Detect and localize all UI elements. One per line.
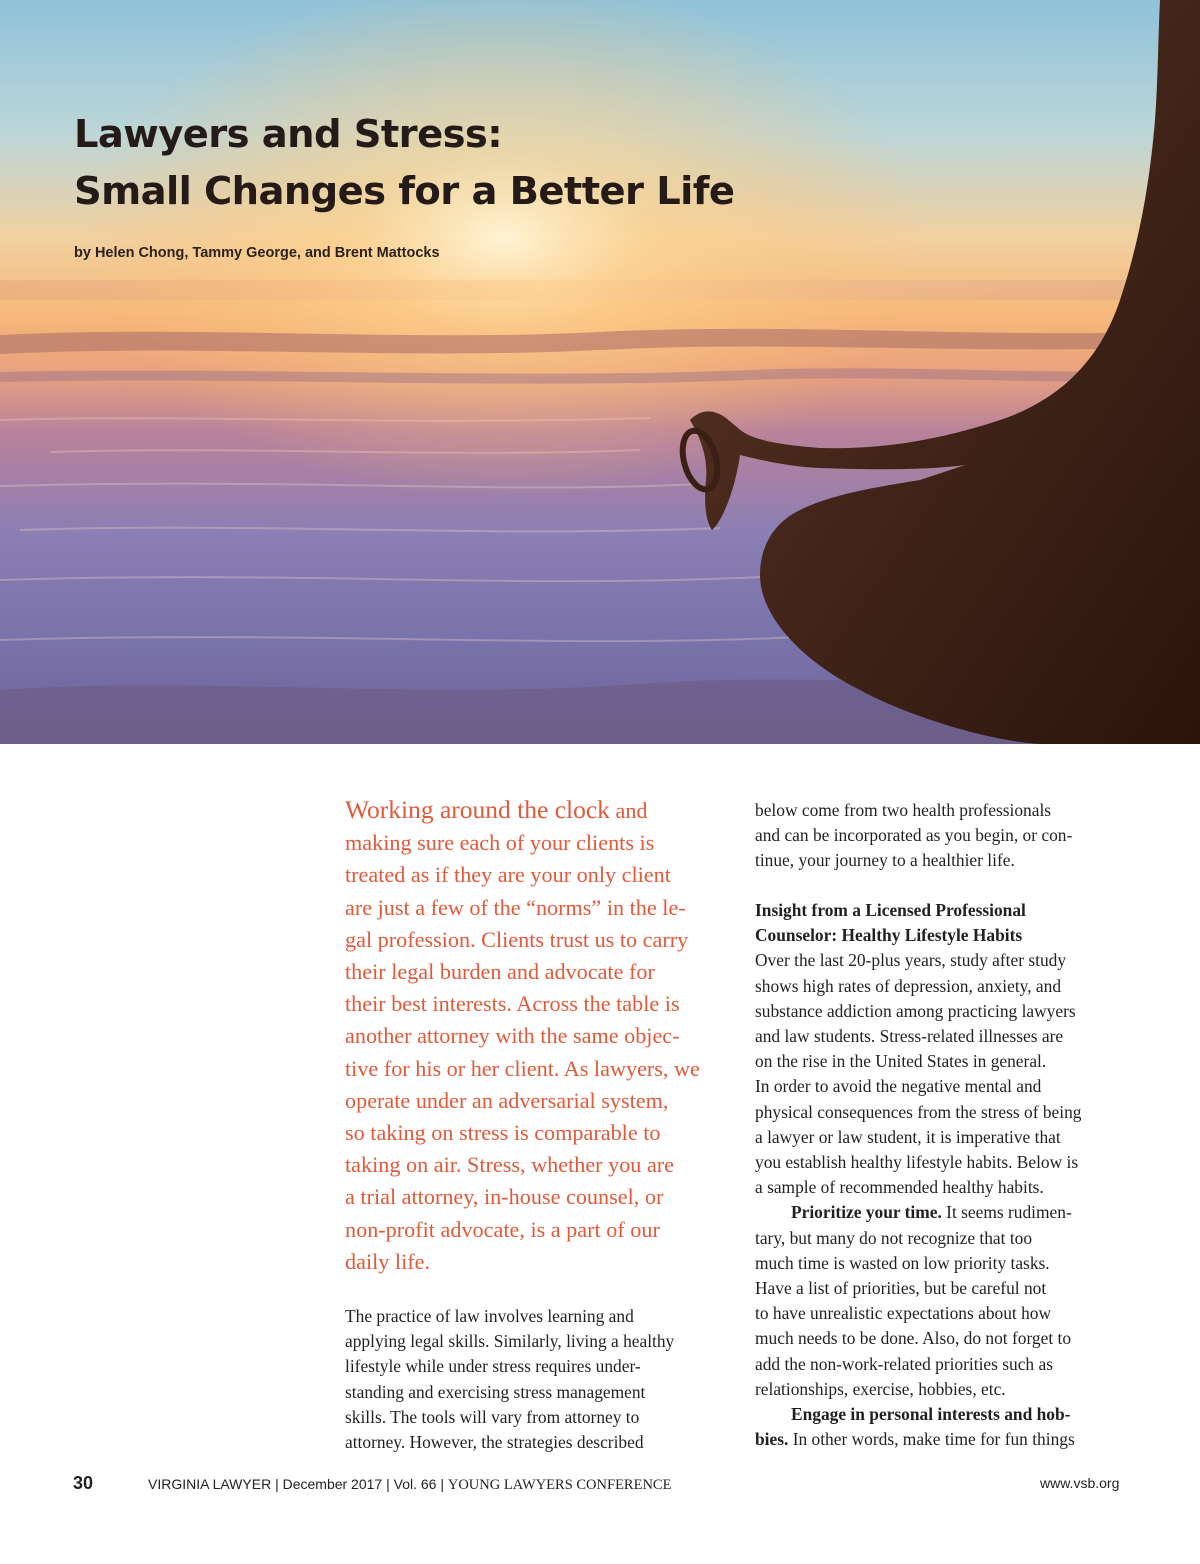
lead-line: their best interests. Across the table is — [345, 991, 680, 1017]
body-line: In order to avoid the negative mental and — [755, 1076, 1042, 1097]
body-line: add the non-work-related priorities such as — [755, 1353, 1053, 1374]
body-line: and can be incorporated as you begin, or con- — [755, 825, 1073, 846]
engage-lead-in: Engage in personal interests and hob- — [791, 1404, 1071, 1425]
title-line-1: Lawyers and Stress: — [74, 112, 503, 157]
website-url: www.vsb.org — [1040, 1475, 1120, 1491]
body-line-text: It seems rudimen- — [941, 1202, 1072, 1223]
column-1-body-paragraph — [345, 1304, 715, 1455]
body-line: The practice of law involves learning and — [345, 1306, 634, 1326]
body-line: physical consequences from the stress of being — [755, 1101, 1082, 1122]
body-line — [755, 1402, 1140, 1427]
lead-line: treated as if they are your only client — [345, 862, 671, 888]
lead-first-phrase: Working around the clock — [345, 795, 610, 824]
body-line: Over the last 20-plus years, study after study — [755, 950, 1067, 971]
column-2-section — [755, 898, 1140, 1452]
article-title — [74, 106, 734, 220]
publication-issue: VIRGINIA LAWYER | December 2017 | Vol. 66 | — [148, 1476, 448, 1492]
body-line: tary, but many do not recognize that too — [755, 1227, 1033, 1248]
section-name: YOUNG LAWYERS CONFERENCE — [447, 1477, 672, 1493]
body-line — [755, 1200, 1140, 1225]
lead-line: operate under an adversarial system, — [345, 1087, 669, 1113]
lead-line: a trial attorney, in-house counsel, or — [345, 1184, 664, 1210]
engage-paragraph — [755, 1402, 1140, 1452]
body-line: a sample of recommended healthy habits. — [755, 1177, 1044, 1198]
body-line: below come from two health professionals — [755, 800, 1052, 820]
body-line-text: In other words, make time for fun things — [788, 1429, 1075, 1450]
byline: by Helen Chong, Tammy George, and Brent Mattocks — [74, 245, 440, 261]
body-line — [755, 1427, 1140, 1452]
body-line: Have a list of priorities, but be careful not — [755, 1278, 1047, 1299]
column-2-continuation — [755, 798, 1140, 874]
body-line: on the rise in the United States in general. — [755, 1051, 1047, 1072]
publication-info — [148, 1476, 671, 1494]
lead-line: tive for his or her client. As lawyers, we — [345, 1055, 700, 1081]
body-line: substance addiction among practicing lawyers — [755, 1000, 1076, 1021]
title-line-2: Small Changes for a Better Life — [74, 169, 735, 214]
body-line: and law students. Stress-related illnesses are — [755, 1026, 1064, 1047]
section-subheading — [755, 898, 1140, 948]
lead-line: making sure each of your clients is — [345, 830, 655, 856]
lead-line: non-profit advocate, is a part of our — [345, 1216, 660, 1242]
lead-line: taking on air. Stress, whether you are — [345, 1152, 675, 1178]
section-paragraph — [755, 948, 1140, 1200]
body-line: tinue, your journey to a healthier life. — [755, 850, 1015, 871]
body-line: you establish healthy lifestyle habits. Below is — [755, 1152, 1079, 1173]
lead-line: are just a few of the “norms” in the le- — [345, 894, 686, 920]
body-line: to have unrealistic expectations about how — [755, 1303, 1052, 1324]
subheading-line: Insight from a Licensed Professional — [755, 900, 1026, 920]
body-line: a lawyer or law student, it is imperative that — [755, 1126, 1061, 1147]
body-line: relationships, exercise, hobbies, etc. — [755, 1378, 1006, 1399]
body-line: lifestyle while under stress requires under- — [345, 1356, 641, 1377]
body-line: much time is wasted on low priority tasks. — [755, 1252, 1050, 1273]
lead-line: so taking on stress is comparable to — [345, 1120, 661, 1146]
page-number: 30 — [73, 1473, 94, 1493]
body-line: standing and exercising stress management — [345, 1381, 646, 1402]
lead-paragraph — [345, 794, 717, 1278]
lead-line: gal profession. Clients trust us to carry — [345, 926, 689, 952]
body-line: shows high rates of depression, anxiety, and — [755, 975, 1062, 996]
body-line: applying legal skills. Similarly, living a healthy — [345, 1331, 675, 1352]
hero-photo — [0, 0, 1200, 744]
lead-line: their legal burden and advocate for — [345, 959, 655, 985]
lead-line — [345, 794, 717, 827]
lead-line: another attorney with the same objec- — [345, 1023, 680, 1049]
engage-lead-in-end: bies. — [755, 1429, 789, 1450]
body-line: much needs to be done. Also, do not forget to — [755, 1328, 1072, 1349]
body-line: attorney. However, the strategies described — [345, 1432, 644, 1453]
lead-line: daily life. — [345, 1248, 431, 1274]
body-line: skills. The tools will vary from attorney to — [345, 1406, 640, 1427]
prioritize-paragraph — [755, 1200, 1140, 1402]
page-footer — [0, 1470, 1200, 1510]
lead-line-text: and — [609, 798, 648, 823]
subheading-line: Counselor: Healthy Lifestyle Habits — [755, 925, 1023, 946]
prioritize-lead-in: Prioritize your time. — [791, 1202, 942, 1223]
